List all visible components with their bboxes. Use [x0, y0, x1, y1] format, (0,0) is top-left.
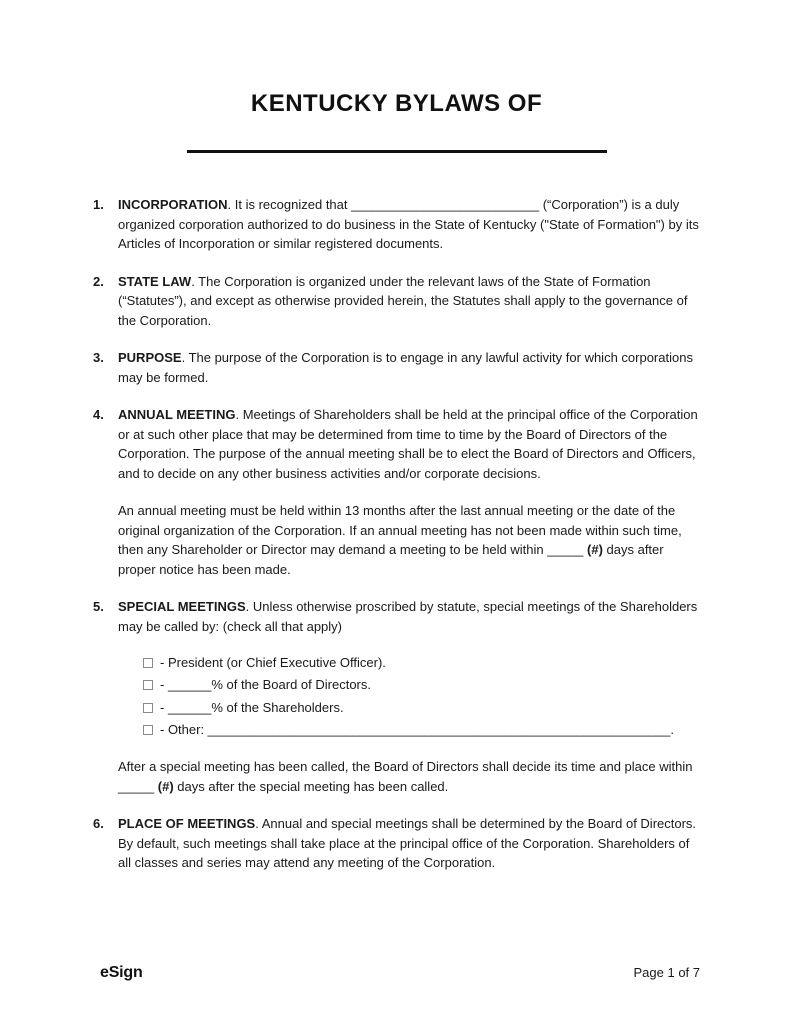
- document-title: KENTUCKY BYLAWS OF: [250, 90, 543, 117]
- checkbox-icon[interactable]: [143, 658, 153, 668]
- number-placeholder: (#): [587, 542, 603, 557]
- section-number: 4.: [93, 407, 104, 422]
- section-number: 3.: [93, 350, 104, 365]
- section-heading: STATE LAW: [118, 273, 192, 289]
- checklist-item-other: [143, 719, 700, 741]
- section-paragraph: [118, 272, 700, 331]
- section-body-text: . Unless otherwise proscribed by statute, special meetings of the Shareholders may be called by: (check all that apply): [118, 599, 698, 634]
- section-paragraph: [118, 195, 700, 254]
- section-purpose: [93, 348, 700, 405]
- checkbox-icon[interactable]: [143, 703, 153, 713]
- section-body-text: . The purpose of the Corporation is to engage in any lawful activity for which corporations may be formed.: [118, 350, 693, 385]
- section-state-law: [93, 272, 700, 349]
- company-name-blank-line: [187, 150, 607, 153]
- section-paragraph: [118, 405, 700, 483]
- section-body-text: . The Corporation is organized under the relevant laws of the State of Formation (“Statutes”), and except as otherwise provided herein, the Statutes shall apply to the governance of the Corporation.: [118, 273, 688, 328]
- section-paragraph: [118, 501, 700, 579]
- special-meetings-checklist: [143, 652, 700, 741]
- section-number: 6.: [93, 816, 104, 832]
- page-footer: [100, 964, 700, 982]
- checklist-item-president: [143, 652, 700, 674]
- section-body-text: . Meetings of Shareholders shall be held at the principal office of the Corporation or at such other place that may be determined from time to time by the Board of Directors of the Corporation. The purpose of the annual meeting shall be to elect the Board of Directors and Officers, and to decide on any other business activities and/or corporate decisions.: [118, 407, 698, 481]
- section-paragraph: [118, 757, 700, 796]
- checklist-item-label: - Other: ________________________________________________________________.: [160, 721, 675, 737]
- checklist-item-label: - ______% of the Board of Directors.: [160, 677, 372, 693]
- section-number: 1.: [93, 197, 104, 212]
- section-paragraph: [118, 348, 700, 387]
- section-heading: INCORPORATION: [118, 197, 228, 212]
- section-heading: PURPOSE: [118, 350, 182, 365]
- sections-list: [93, 195, 700, 891]
- section-place-of-meetings: [93, 814, 700, 891]
- section-paragraph: [118, 814, 700, 873]
- paragraph-text: After a special meeting has been called, the Board of Directors shall decide its time and place within _____: [118, 759, 693, 794]
- section-paragraph: [118, 597, 700, 636]
- section-incorporation: [93, 195, 700, 272]
- section-annual-meeting: [93, 405, 700, 597]
- checklist-item-shareholders-percent: [143, 697, 700, 719]
- checkbox-icon[interactable]: [143, 680, 153, 690]
- section-number: 5.: [93, 599, 104, 614]
- page-number: Page 1 of 7: [633, 965, 700, 980]
- paragraph-text: An annual meeting must be held within 13 months after the last annual meeting or the date of the original organization of the Corporation. If an annual meeting has not been made within such time, then any Shareholder or Director may demand a meeting to be held within _____: [118, 503, 682, 557]
- section-number: 2.: [93, 273, 104, 289]
- checklist-item-label: - ______% of the Shareholders.: [160, 699, 344, 715]
- paragraph-text: days after the special meeting has been called.: [173, 778, 449, 794]
- section-heading: ANNUAL MEETING: [118, 407, 236, 422]
- section-heading: SPECIAL MEETINGS: [118, 599, 246, 614]
- checklist-item-label: - President (or Chief Executive Officer).: [160, 655, 386, 670]
- section-heading: PLACE OF MEETINGS: [118, 816, 256, 832]
- paragraph-text: days after proper notice has been made.: [118, 542, 664, 577]
- section-special-meetings: [93, 597, 700, 814]
- esign-logo: eSign: [100, 964, 143, 981]
- number-placeholder: (#): [157, 778, 174, 794]
- checklist-item-board-percent: [143, 674, 700, 696]
- section-body-text: . It is recognized that __________________________ (“Corporation”) is a duly organized corporation authorized to do business in the State of Kentucky ("State of Formation") by its Articles of Incorporation or similar registered documents.: [118, 197, 699, 251]
- checkbox-icon[interactable]: [143, 725, 153, 735]
- section-body-text: . Annual and special meetings shall be determined by the Board of Directors. By default, such meetings shall take place at the principal office of the Corporation. Shareholders of all classes and series may attend any meeting of the Corporation.: [118, 816, 697, 871]
